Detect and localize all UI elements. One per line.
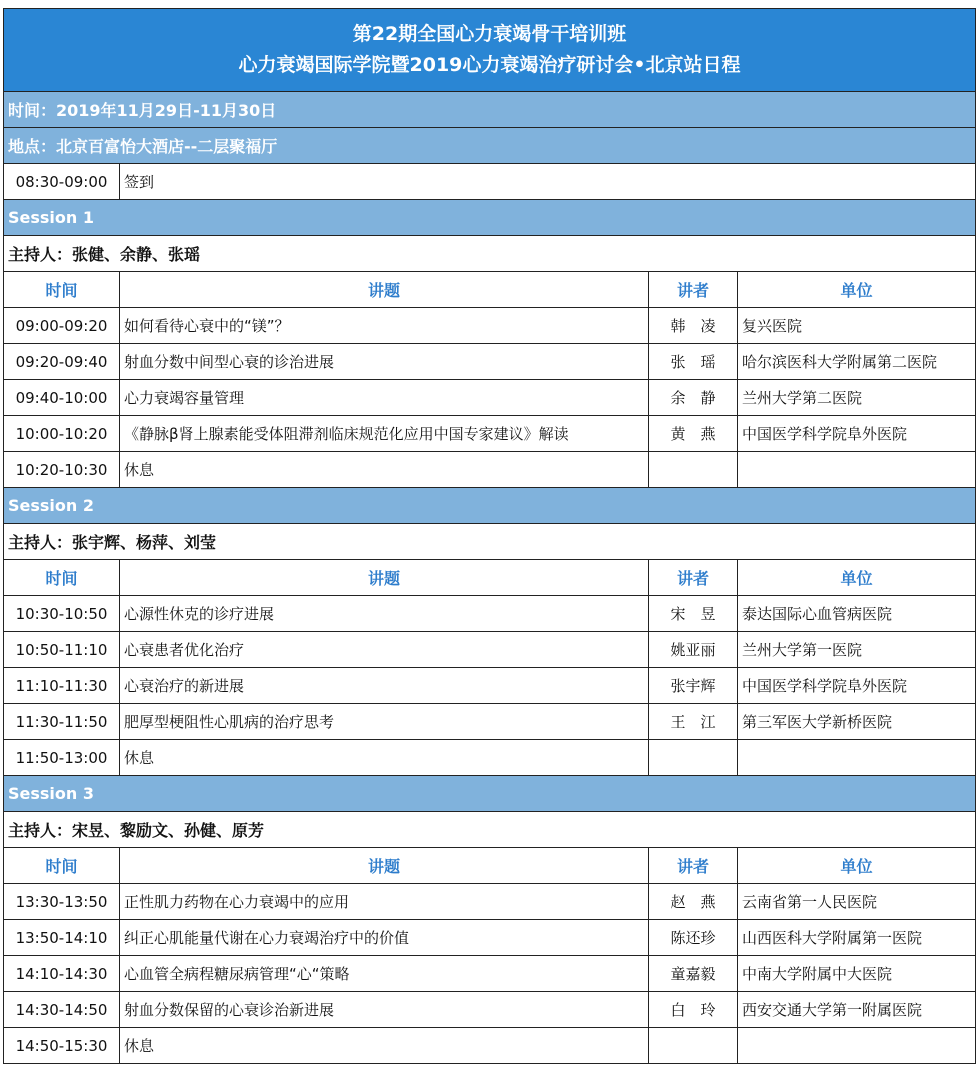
row-time: 09:40-10:00 <box>4 380 120 416</box>
row-time: 14:10-14:30 <box>4 956 120 992</box>
row-unit: 西安交通大学第一附属医院 <box>738 992 976 1028</box>
table-row <box>4 704 976 740</box>
table-row <box>4 452 976 488</box>
header-time: 时间 <box>4 848 120 884</box>
session-header <box>4 488 976 524</box>
header-time: 时间 <box>4 560 120 596</box>
row-topic: 心源性休克的诊疗进展 <box>120 596 649 632</box>
session-hosts: 主持人：宋昱、黎励文、孙健、原芳 <box>4 812 976 848</box>
session-hosts: 主持人：张健、余静、张瑶 <box>4 236 976 272</box>
row-time: 11:50-13:00 <box>4 740 120 776</box>
session-header <box>4 200 976 236</box>
row-unit: 中国医学科学院阜外医院 <box>738 416 976 452</box>
row-unit: 中南大学附属中大医院 <box>738 956 976 992</box>
row-time: 11:30-11:50 <box>4 704 120 740</box>
row-topic: 《静脉β肾上腺素能受体阻滞剂临床规范化应用中国专家建议》解读 <box>120 416 649 452</box>
header-speaker: 讲者 <box>649 272 738 308</box>
session-hosts: 主持人：张宇辉、杨萍、刘莹 <box>4 524 976 560</box>
signin-time: 08:30-09:00 <box>4 164 120 200</box>
table-row <box>4 308 976 344</box>
row-unit <box>738 740 976 776</box>
table-row <box>4 992 976 1028</box>
table-row <box>4 632 976 668</box>
event-location: 地点：北京百富怡大酒店--二层聚福厅 <box>4 128 976 164</box>
column-header-row <box>4 848 976 884</box>
row-topic: 心衰患者优化治疗 <box>120 632 649 668</box>
schedule-table <box>3 8 976 1064</box>
table-row <box>4 884 976 920</box>
row-time: 13:30-13:50 <box>4 884 120 920</box>
row-time: 14:50-15:30 <box>4 1028 120 1064</box>
row-time: 09:20-09:40 <box>4 344 120 380</box>
row-topic: 心力衰竭容量管理 <box>120 380 649 416</box>
session-name: Session 2 <box>4 488 976 524</box>
row-unit: 中国医学科学院阜外医院 <box>738 668 976 704</box>
row-unit: 复兴医院 <box>738 308 976 344</box>
session-name: Session 3 <box>4 776 976 812</box>
row-topic: 心衰治疗的新进展 <box>120 668 649 704</box>
table-row <box>4 956 976 992</box>
row-topic: 休息 <box>120 740 649 776</box>
row-time: 13:50-14:10 <box>4 920 120 956</box>
row-speaker <box>649 1028 738 1064</box>
row-topic: 射血分数中间型心衰的诊治进展 <box>120 344 649 380</box>
session-name: Session 1 <box>4 200 976 236</box>
row-time: 11:10-11:30 <box>4 668 120 704</box>
row-speaker: 白 玲 <box>649 992 738 1028</box>
column-header-row <box>4 560 976 596</box>
row-topic: 正性肌力药物在心力衰竭中的应用 <box>120 884 649 920</box>
row-speaker: 陈还珍 <box>649 920 738 956</box>
row-unit: 山西医科大学附属第一医院 <box>738 920 976 956</box>
table-row <box>4 596 976 632</box>
row-speaker: 韩 凌 <box>649 308 738 344</box>
header-topic: 讲题 <box>120 272 649 308</box>
header-topic: 讲题 <box>120 848 649 884</box>
row-speaker: 王 江 <box>649 704 738 740</box>
header-unit: 单位 <box>738 848 976 884</box>
row-topic: 心血管全病程糖尿病管理“心“策略 <box>120 956 649 992</box>
row-unit: 第三军医大学新桥医院 <box>738 704 976 740</box>
header-time: 时间 <box>4 272 120 308</box>
row-speaker: 童嘉毅 <box>649 956 738 992</box>
header-speaker: 讲者 <box>649 848 738 884</box>
table-row <box>4 344 976 380</box>
session-hosts-row <box>4 812 976 848</box>
row-unit: 云南省第一人民医院 <box>738 884 976 920</box>
row-topic: 射血分数保留的心衰诊治新进展 <box>120 992 649 1028</box>
schedule-title <box>4 9 976 92</box>
header-speaker: 讲者 <box>649 560 738 596</box>
column-header-row <box>4 272 976 308</box>
row-speaker: 姚亚丽 <box>649 632 738 668</box>
header-unit: 单位 <box>738 560 976 596</box>
row-time: 10:50-11:10 <box>4 632 120 668</box>
row-speaker: 赵 燕 <box>649 884 738 920</box>
row-speaker: 张宇辉 <box>649 668 738 704</box>
row-topic: 纠正心肌能量代谢在心力衰竭治疗中的价值 <box>120 920 649 956</box>
title-line-1: 第22期全国心力衰竭骨干培训班 <box>352 23 627 45</box>
signin-topic: 签到 <box>120 164 976 200</box>
row-unit: 兰州大学第二医院 <box>738 380 976 416</box>
row-speaker <box>649 452 738 488</box>
session-hosts-row <box>4 236 976 272</box>
row-topic: 休息 <box>120 452 649 488</box>
row-time: 10:00-10:20 <box>4 416 120 452</box>
row-speaker: 黄 燕 <box>649 416 738 452</box>
row-speaker: 余 静 <box>649 380 738 416</box>
title-line-2: 心力衰竭国际学院暨2019心力衰竭治疗研讨会•北京站日程 <box>238 54 741 76</box>
row-topic: 如何看待心衰中的“镁”？ <box>120 308 649 344</box>
header-unit: 单位 <box>738 272 976 308</box>
row-topic: 休息 <box>120 1028 649 1064</box>
row-time: 10:20-10:30 <box>4 452 120 488</box>
table-row <box>4 1028 976 1064</box>
row-time: 14:30-14:50 <box>4 992 120 1028</box>
row-speaker: 宋 昱 <box>649 596 738 632</box>
row-time: 10:30-10:50 <box>4 596 120 632</box>
table-row <box>4 740 976 776</box>
row-unit <box>738 452 976 488</box>
session-header <box>4 776 976 812</box>
event-date: 时间：2019年11月29日-11月30日 <box>4 92 976 128</box>
table-row <box>4 920 976 956</box>
row-time: 09:00-09:20 <box>4 308 120 344</box>
row-speaker <box>649 740 738 776</box>
table-row <box>4 416 976 452</box>
session-hosts-row <box>4 524 976 560</box>
row-unit: 泰达国际心血管病医院 <box>738 596 976 632</box>
row-unit <box>738 1028 976 1064</box>
row-speaker: 张 瑶 <box>649 344 738 380</box>
row-unit: 兰州大学第一医院 <box>738 632 976 668</box>
table-row <box>4 668 976 704</box>
row-topic: 肥厚型梗阻性心肌病的治疗思考 <box>120 704 649 740</box>
table-row <box>4 380 976 416</box>
row-unit: 哈尔滨医科大学附属第二医院 <box>738 344 976 380</box>
header-topic: 讲题 <box>120 560 649 596</box>
